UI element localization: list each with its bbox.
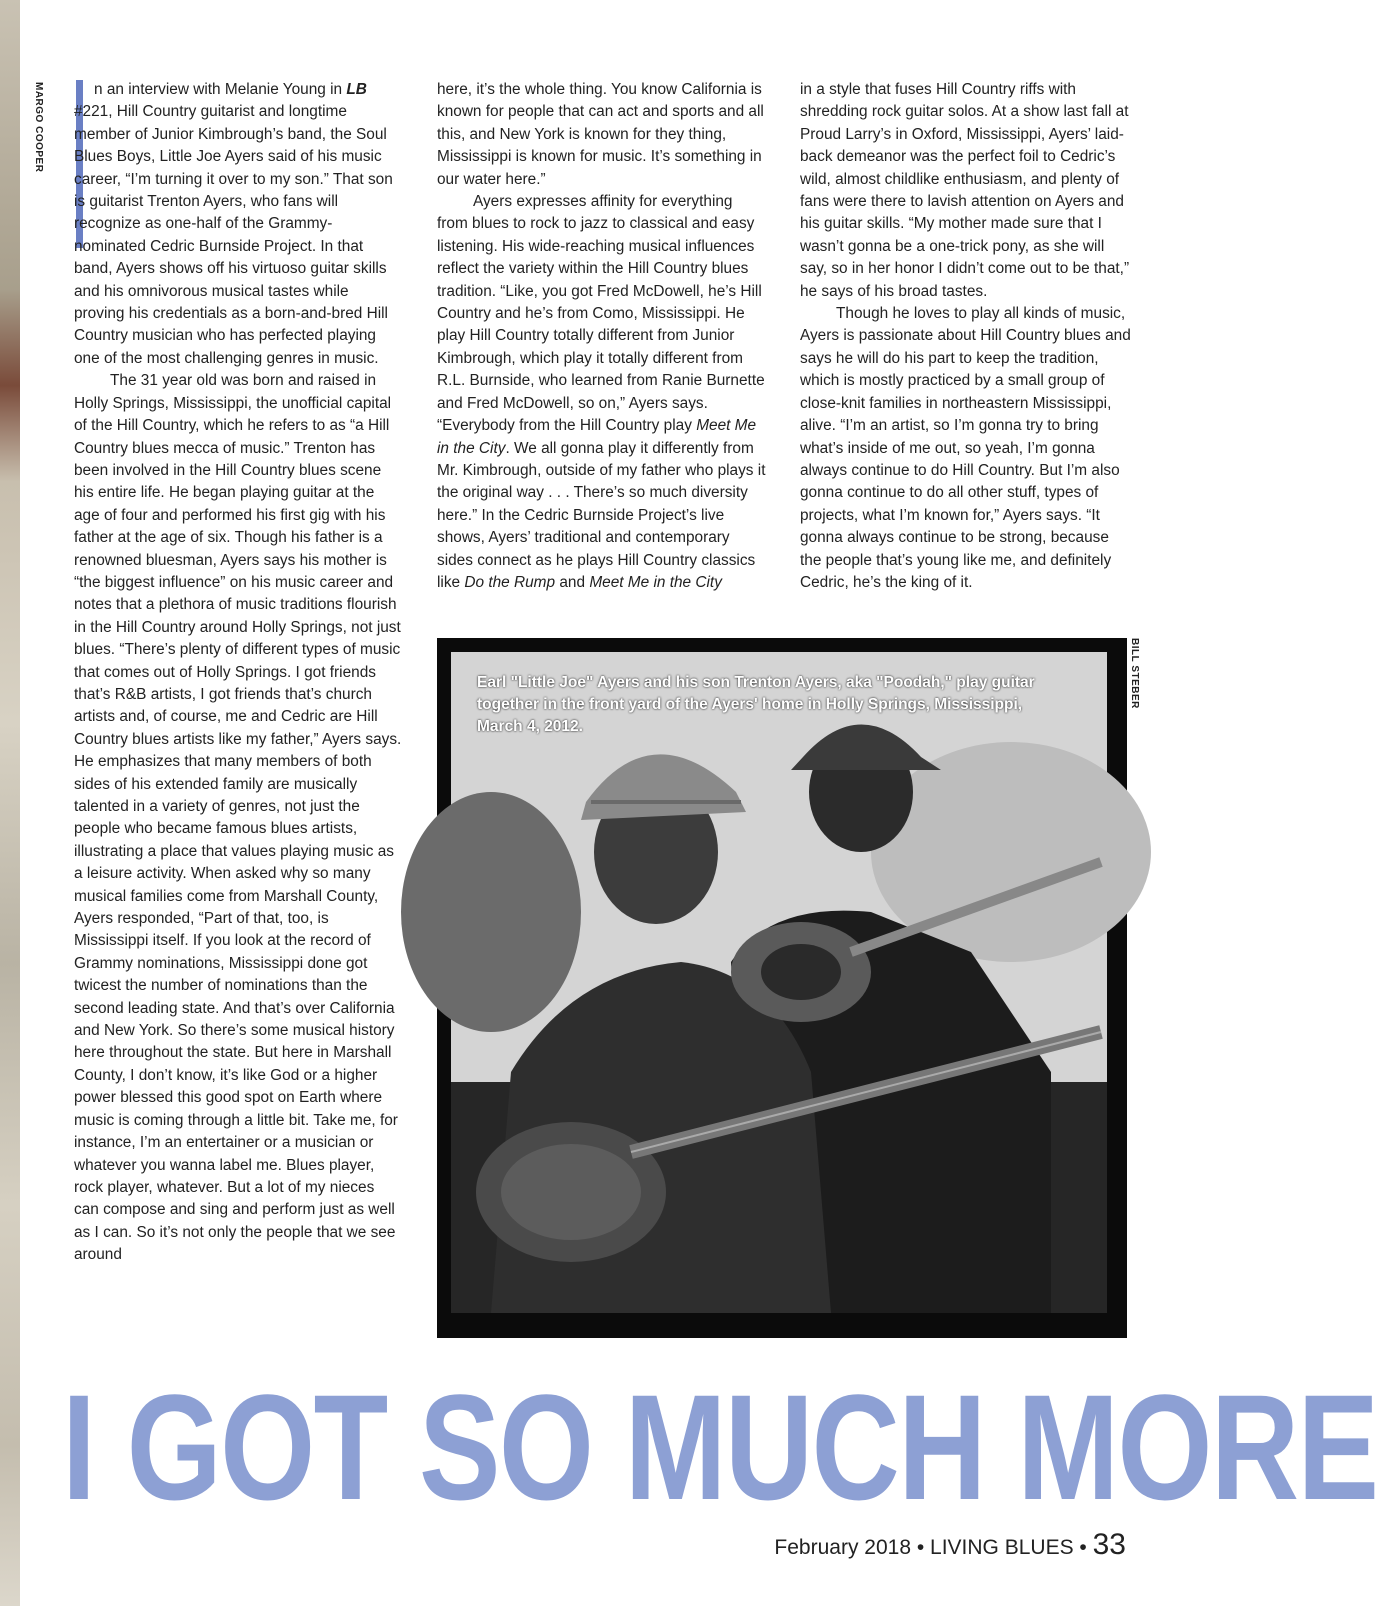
paragraph-4-b: . We all gonna play it differently from Mr. Kimbrough, outside of my father who plays it the original way . . . There’s so much diversity here.” In the Cedric Burnside Project’s live shows, Ayers’ traditional and contemporary sides connect as he plays Hill Country classics like bbox=[437, 439, 766, 591]
photo-image bbox=[451, 652, 1107, 1313]
paragraph-4-a: Ayers expresses affinity for everything from blues to rock to jazz to classical and easy listening. His wide-reaching musical influences reflect the variety within the Hill Country blues tradition. “Like, you got Fred McDowell, he’s Hill Country and he’s from Como, Mississippi. He play Hill Country totally different from Junior Kimbrough, which play it totally different from R.L. Burnside, who learned from Ranie Burnette and Fred McDowell, so on,” Ayers says. “Everybody from the Hill Country play bbox=[437, 193, 765, 435]
feature-photo bbox=[437, 638, 1127, 1338]
left-edge-photo-strip bbox=[0, 0, 20, 1606]
issue-line: February 2018 • LIVING BLUES • bbox=[774, 1536, 1087, 1559]
song-title: Meet Me in the City bbox=[589, 573, 722, 591]
living-blues-abbrev: LB bbox=[346, 81, 367, 98]
paragraph-4 bbox=[437, 191, 767, 594]
paragraph-5: in a style that fuses Hill Country riffs with shredding rock guitar solos. At a show last fall at Proud Larry’s in Oxford, Mississippi, Ayers’ laid-back demeanor was the perfect foil to Cedric’s wild, almost childlike enthusiasm, and plenty of fans were there to lavish attention on Ayers and his guitar skills. “My mother made sure that I wasn’t gonna be a one-trick pony, as she will say, so in her honor I didn’t come out to be that,” he says of his broad tastes. bbox=[800, 81, 1130, 300]
paragraph-1-body: #221, Hill Country guitarist and longtime member of Junior Kimbrough’s band, the Soul Blues Boys, Little Joe Ayers said of his music career, “I’m turning it over to my son.” That son is guitarist Trenton Ayers, who fans will recognize as one-half of the Grammy-nominated Cedric Burnside Project. In that band, Ayers shows off his virtuoso guitar skills and his omnivorous musical tastes while proving his credentials as a born-and-bred Hill Country musician who has perfected playing one of the most challenging genres in music. bbox=[74, 103, 393, 367]
paragraph-2: The 31 year old was born and raised in Holly Springs, Mississippi, the unofficial capital of the Hill Country, which he refers to as “a Hill Country blues mecca of music.” Trenton has been involved in the Hill Country blues scene his entire life. He began playing guitar at the age of four and performed his first gig with his father at the age of six. Though his father is a renowned bluesman, Ayers says his mother is “the biggest influence” on his music career and notes that a plethora of music traditions flourish in the Hill Country around Holly Springs, not just blues. “There’s plenty of different types of music that comes out of Holly Springs. I got friends that’s R&B artists, I got friends that’s church artists and, of course, me and Cedric are Hill Country blues artists like my father,” Ayers says. He emphasizes that many members of both sides of his extended family are musically talented in a variety of genres, not just the people who became famous blues artists, illustrating a place that values playing music as a leisure activity. When asked why so many musical families come from Marshall County, Ayers responded, “Part of that, too, is Mississippi itself. If you look at the record of Grammy nominations, Mississippi done got twicest the number of nominations than the second leading state. And that’s over California and New York. So there’s some musical history here throughout the state. But here in Marshall County, I don’t know, it’s like God or a higher power blessed this good spot on Earth where music is coming through a little bit. Take me, for instance, I’m an entertainer or a musician or whatever you wanna label me. Blues player, rock player, whatever. But a lot of my nieces can compose and sing and perform just as well as I can. So it’s not only the people that we see around bbox=[74, 372, 402, 1264]
photographer-credit-left: MARGO COOPER bbox=[33, 82, 44, 173]
song-title: Do the Rump bbox=[464, 573, 556, 591]
article-column-2 bbox=[437, 79, 767, 594]
paragraph-1 bbox=[74, 79, 402, 370]
paragraph-6: Though he loves to play all kinds of music, Ayers is passionate about Hill Country blues and says he will do his part to keep the tradition, which is mostly practiced by a small group of close-knit families in northeastern Mississippi, alive. “I’m an artist, so I’m gonna try to bring what’s inside of me out, so yeah, I’m gonna always continue to do Hill Country. But I’m also gonna continue to do all other stuff, types of projects, what I’m known for,” Ayers says. “It gonna always continue to be strong, because the people that’s young like me, and definitely Cedric, he’s the king of it. bbox=[800, 305, 1131, 591]
paragraph-1-opening: n an interview with Melanie Young in bbox=[94, 81, 343, 98]
paragraph-4-c: and bbox=[559, 573, 586, 591]
song-title: Meet Me in the City bbox=[437, 417, 757, 457]
article-column-1 bbox=[74, 79, 402, 1267]
guitarists-illustration bbox=[451, 652, 1107, 1313]
page-footer bbox=[774, 1528, 1126, 1562]
photo-caption: Earl "Little Joe" Ayers and his son Trenton Ayers, aka "Poodah," play guitar together in the front yard of the Ayers' home in Holly Springs, Mississippi, March 4, 2012. bbox=[477, 674, 1035, 735]
photographer-credit-photo: BILL STEBER bbox=[1129, 638, 1140, 709]
paragraph-3: here, it’s the whole thing. You know California is known for people that can act and sports and all this, and New York is known for they thing, Mississippi is known for music. It’s something in our water here.” bbox=[437, 81, 764, 188]
article-headline: I GOT SO MUCH MORE bbox=[62, 1363, 1377, 1531]
page-number: 33 bbox=[1092, 1528, 1126, 1561]
article-column-3 bbox=[800, 79, 1132, 594]
